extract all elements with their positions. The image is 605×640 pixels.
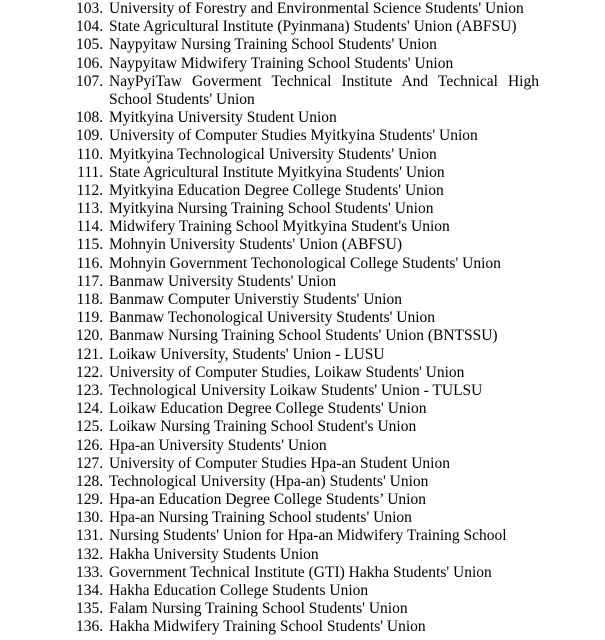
list-item — [0, 146, 605, 164]
list-item-text: Mohnyin University Students' Union (ABFSU) — [109, 236, 403, 254]
list-item-number: 107. — [76, 72, 104, 90]
list-item-text: Hpa-an Education Degree College Students’ Union — [109, 491, 426, 509]
list-item-text: Hpa-an Nursing Training School students' Union — [109, 509, 412, 527]
list-item-text: Government Technical Institute (GTI) Hakha Students' Union — [109, 563, 492, 581]
list-item-text: NayPyiTaw Goverment Technical Institute And Technical High School Students' Union — [109, 72, 539, 108]
list-item-text: Hakha University Students Union — [109, 545, 319, 563]
list-item — [0, 582, 605, 600]
list-item-number: 109. — [76, 127, 104, 145]
list-item — [0, 55, 605, 73]
list-item — [0, 346, 605, 364]
list-item-text: Banmaw Computer Universtiy Students' Union — [109, 291, 402, 309]
list-item — [0, 618, 605, 636]
list-item-text: Banmaw University Students' Union — [109, 272, 337, 290]
list-item-text: Loikaw University, Students' Union - LUSU — [109, 345, 385, 363]
list-item-text: Technological University Loikaw Students' Union - TULSU — [109, 381, 483, 399]
list-item-text: University of Computer Studies Hpa-an Student Union — [109, 454, 450, 472]
list-item-number: 125. — [76, 418, 104, 436]
list-item-text: Hakha Midwifery Training School Students' Union — [109, 618, 426, 636]
list-item — [0, 309, 605, 327]
list-item-number: 129. — [76, 491, 104, 509]
list-item — [0, 73, 605, 109]
list-item — [0, 109, 605, 127]
list-item — [0, 200, 605, 218]
list-item-number: 136. — [76, 618, 104, 636]
list-item — [0, 18, 605, 36]
list-item-text: Naypyitaw Midwifery Training School Students' Union — [109, 54, 454, 72]
list-item-text: Myitkyina Nursing Training School Students' Union — [109, 200, 434, 218]
list-item-number: 105. — [76, 36, 104, 54]
list-item — [0, 546, 605, 564]
list-item-text: University of Computer Studies Myitkyina Students' Union — [109, 127, 478, 145]
list-item-number: 114. — [76, 218, 104, 236]
list-item-number: 108. — [76, 109, 104, 127]
list-item-number: 111. — [77, 163, 104, 181]
list-item-text: Technological University (Hpa-an) Students' Union — [109, 472, 429, 490]
list-item-text: Banmaw Techonological University Students' Union — [109, 309, 436, 327]
list-item — [0, 418, 605, 436]
list-item-text: Loikaw Nursing Training School Student's Union — [109, 418, 417, 436]
list-item-number: 132. — [76, 545, 104, 563]
list-item-number: 104. — [76, 18, 104, 36]
list-item-text: Myitkyina Technological University Students' Union — [109, 145, 437, 163]
list-item-text: University of Forestry and Environmental Science Students' Union — [109, 0, 524, 17]
list-item — [0, 327, 605, 345]
list-item-number: 103. — [76, 0, 104, 17]
list-item — [0, 36, 605, 54]
list-item — [0, 564, 605, 582]
list-item — [0, 527, 605, 545]
list-item-number: 131. — [76, 527, 104, 545]
list-item — [0, 182, 605, 200]
list-item — [0, 455, 605, 473]
list-item-text: Loikaw Education Degree College Students' Union — [109, 400, 427, 418]
list-item-number: 110. — [76, 145, 104, 163]
list-item-number: 118. — [76, 291, 104, 309]
list-item-text: Myitkyina Education Degree College Students' Union — [109, 181, 444, 199]
list-item — [0, 509, 605, 527]
list-item — [0, 291, 605, 309]
list-item-number: 112. — [76, 181, 104, 199]
list-item-number: 123. — [76, 381, 104, 399]
list-item-number: 122. — [76, 363, 104, 381]
list-item — [0, 400, 605, 418]
list-item-number: 127. — [76, 454, 104, 472]
list-item-number: 106. — [76, 54, 104, 72]
list-item-number: 113. — [76, 200, 104, 218]
list-item — [0, 0, 605, 18]
list-item-text: Banmaw Nursing Training School Students' Union (BNTSSU) — [109, 327, 498, 345]
list-item-number: 117. — [76, 272, 104, 290]
list-item-text: Falam Nursing Training School Students' Union — [109, 600, 408, 618]
list-item-text: State Agricultural Institute Myitkyina Students' Union — [109, 163, 445, 181]
list-item-text: State Agricultural Institute (Pyinmana) Students' Union (ABFSU) — [109, 18, 517, 36]
list-item — [0, 382, 605, 400]
list-item-text: Mohnyin Government Techonological College Students' Union — [109, 254, 501, 272]
list-item — [0, 491, 605, 509]
list-item-number: 119. — [76, 309, 104, 327]
list-item — [0, 273, 605, 291]
list-item-number: 133. — [76, 563, 104, 581]
list-item-number: 126. — [76, 436, 104, 454]
list-item-number: 124. — [76, 400, 104, 418]
list-item — [0, 364, 605, 382]
list-item-text: Hpa-an University Students' Union — [109, 436, 327, 454]
list-item-text: Myitkyina University Student Union — [109, 109, 337, 127]
list-item-number: 135. — [76, 600, 104, 618]
list-item-number: 120. — [76, 327, 104, 345]
list-item — [0, 437, 605, 455]
list-item — [0, 473, 605, 491]
list-item-text: Midwifery Training School Myitkyina Student's Union — [109, 218, 450, 236]
list-item — [0, 218, 605, 236]
list-item-number: 116. — [76, 254, 104, 272]
list-item — [0, 255, 605, 273]
list-item-text: University of Computer Studies, Loikaw Students' Union — [109, 363, 465, 381]
list-item — [0, 236, 605, 254]
list-item-number: 130. — [76, 509, 104, 527]
list-item — [0, 164, 605, 182]
list-item-number: 134. — [76, 582, 104, 600]
list-item — [0, 600, 605, 618]
list-item-text: Hakha Education College Students Union — [109, 582, 369, 600]
list-item — [0, 127, 605, 145]
list-item-number: 128. — [76, 472, 104, 490]
list-item-text: Nursing Students' Union for Hpa-an Midwifery Training School — [109, 527, 507, 545]
list-item-number: 115. — [76, 236, 104, 254]
list-item-number: 121. — [76, 345, 104, 363]
list-item-text: Naypyitaw Nursing Training School Students' Union — [109, 36, 437, 54]
